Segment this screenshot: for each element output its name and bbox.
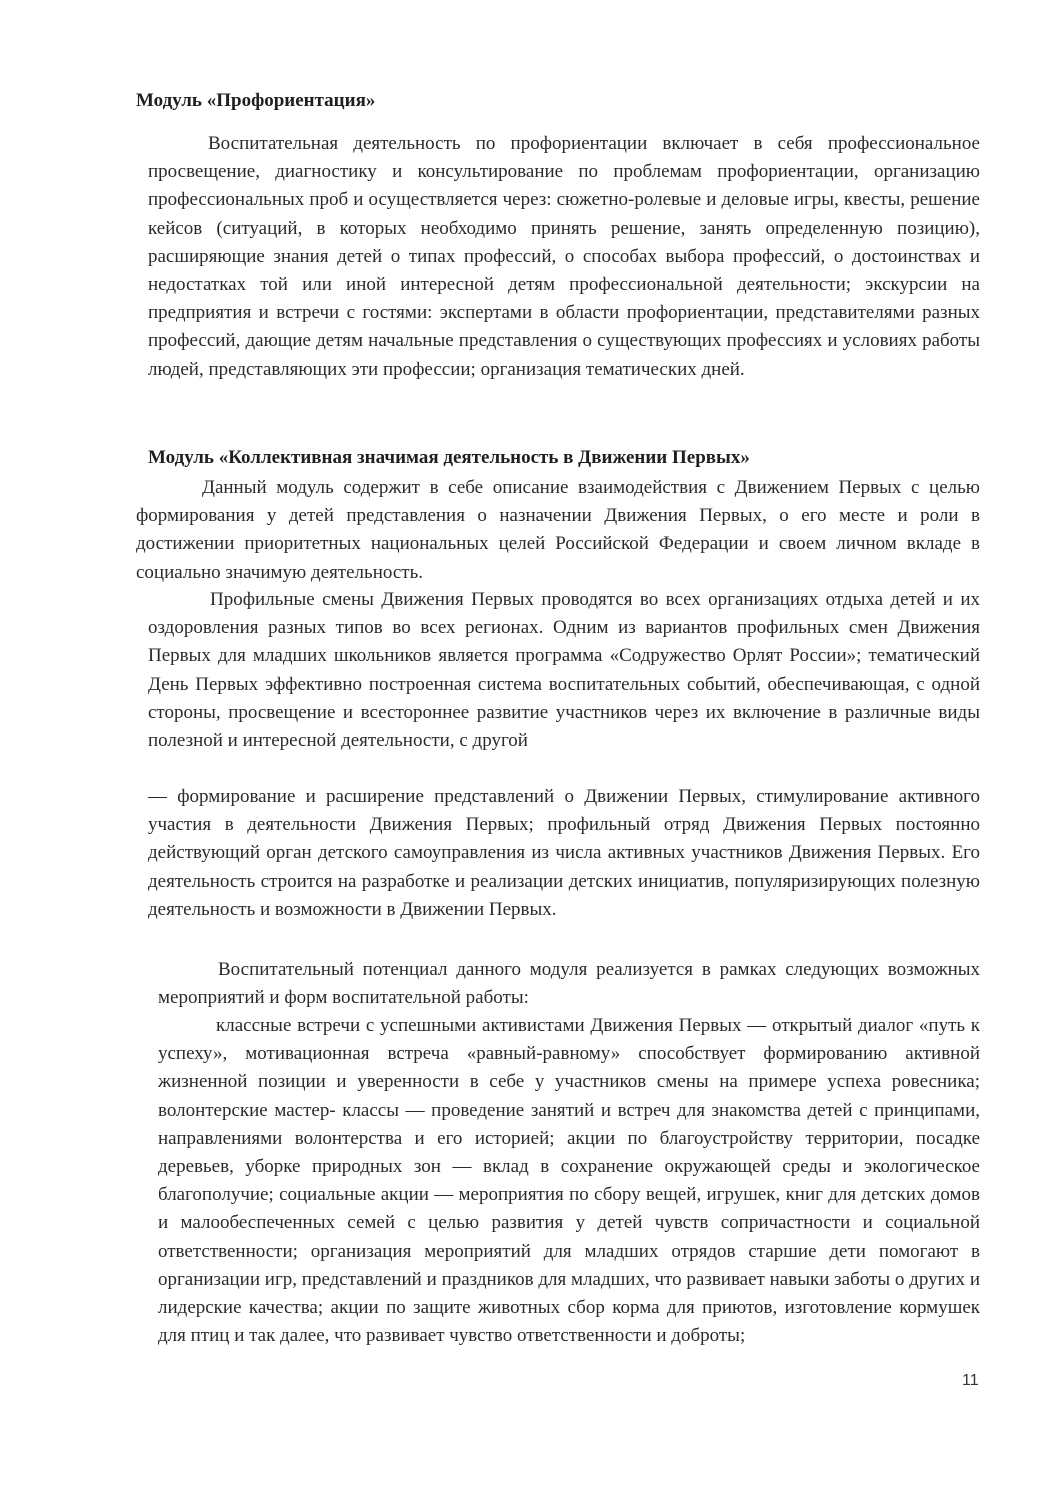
module-movement-paragraph-formation: — формирование и расширение представлений о Движении Первых, стимулирование активного участия в деятельности Движения Первых; профильный отряд Движения Первых постоянно действующий орган детского самоуправления из числа активных участников Движения Первых. Его деятельность строится на разработке и реализации детских инициатив, популяризирующих полезную деятельность и возможности в Движении Первых. [148,786,980,920]
module-movement-paragraph-intro: Данный модуль содержит в себе описание взаимодействия с Движением Первых с целью формирования у детей представления о назначении Движения Первых, о его месте и роли в достижении приоритетных национальных целей Российской Федерации и своем личном вкладе в социально значимую деятельность. [136,477,980,583]
module-career-heading: Модуль «Профориентация» [136,90,376,111]
module-movement-paragraph-shifts: Профильные смены Движения Первых проводятся во всех организациях отдыха детей и их оздоровления разных типов во всех регионах. Одним из вариантов профильных смен Движения Первых для младших школьников является программа «Содружество Орлят России»; тематический День Первых эффективно построенная система воспитательных событий, обеспечивающая, с одной стороны, просвещение и всестороннее развитие участников через их включение в различные виды полезной и интересной деятельности, с другой [148,589,980,752]
module-movement-paragraph-potential: Воспитательный потенциал данного модуля реализуется в рамках следующих возможных мероприятий и форм воспитательной работы: [158,959,980,1009]
module-career-paragraph: Воспитательная деятельность по профориентации включает в себя профессиональное просвещение, диагностику и консультирование по проблемам профориентации, организацию профессиональных проб и осуществляется через: сюжетно-ролевые и деловые игры, квесты, решение кейсов (ситуаций, в которых необходимо принять решение, занять определенную позицию), расширяющие знания детей о типах профессий, о способах выбора профессий, о достоинствах и недостатках той или иной интересной детям профессиональной деятельности; экскурсии на предприятия и встречи с гостями: экспертами в области профориентации, представителями разных профессий, дающие детям начальные представления о существующих профессиях и условиях работы людей, представляющих эти профессии; организация тематических дней. [148,133,980,380]
module-movement-heading: Модуль «Коллективная значимая деятельность в Движении Первых» [148,447,750,468]
module-movement-paragraph-activities: классные встречи с успешными активистами Движения Первых — открытый диалог «путь к успеху», мотивационная встреча «равный-равному» способствует формированию активной жизненной позиции и уверенности в себе у участников смены на примере успеха ровесника; волонтерские мастер- классы — проведение занятий и встреч для знакомства детей с принципами, направлениями волонтерства и его историей; акции по благоустройству территории, посадке деревьев, уборке природных зон — вклад в сохранение окружающей среды и экологическое благополучие; социальные акции — мероприятия по сбору вещей, игрушек, книг для детских домов и малообеспеченных семей с целью развития у детей чувств сопричастности и социальной ответственности; организация мероприятий для младших отрядов старшие дети помогают в организации игр, представлений и праздников для младших, что развивает навыки заботы о других и лидерские качества; акции по защите животных сбор корма для приютов, изготовление кормушек для птиц и так далее, что развивает чувство ответственности и доброты; [158,1015,980,1347]
page-number: 11 [962,1372,979,1389]
